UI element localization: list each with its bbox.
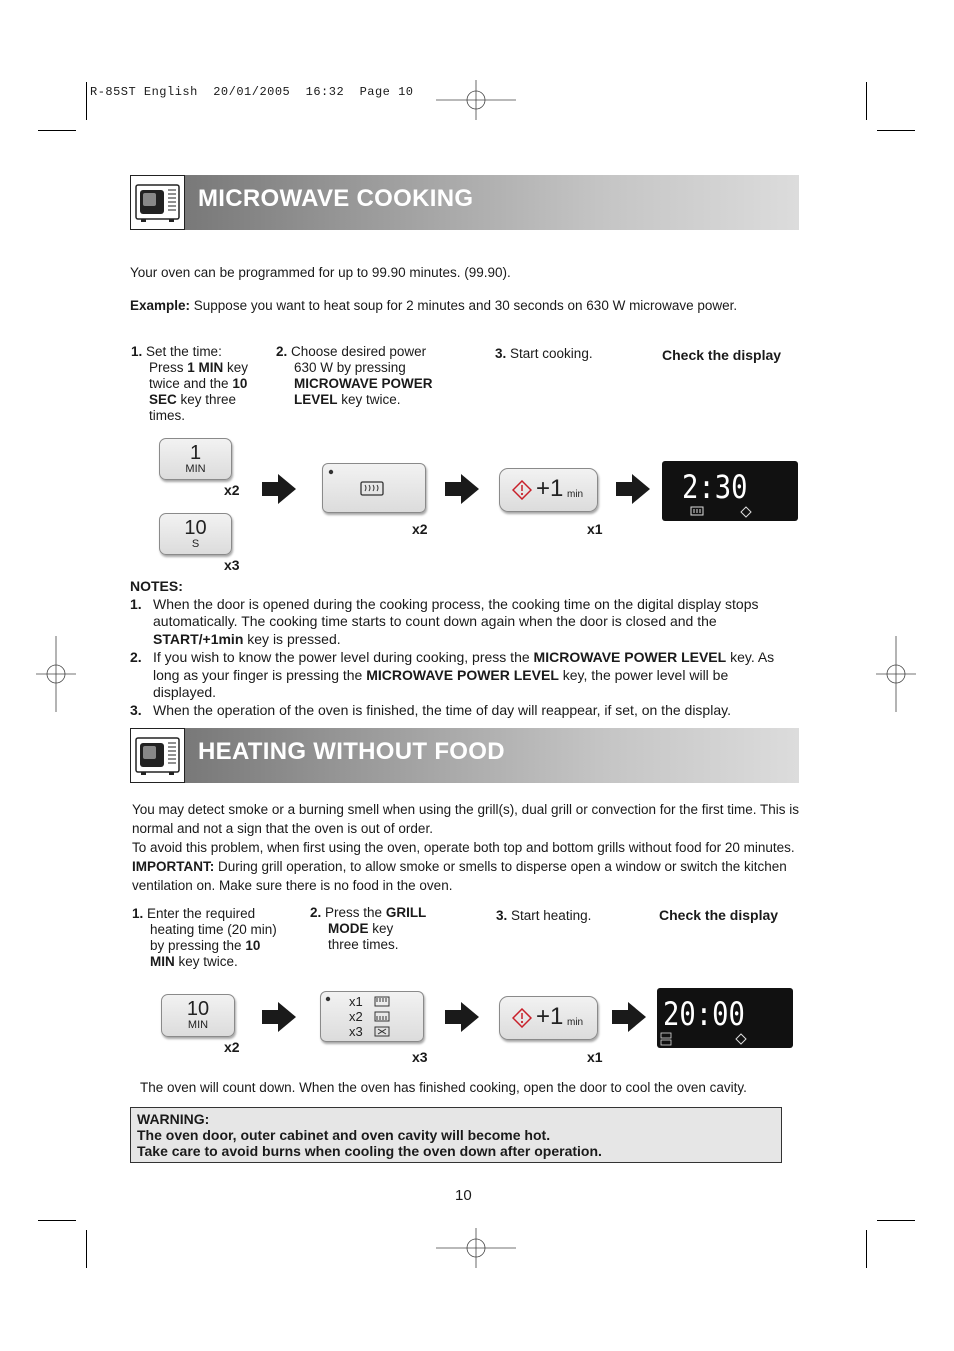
important-label: IMPORTANT: xyxy=(132,859,215,874)
check-display-label: Check the display xyxy=(662,347,782,363)
microwave-mode-icon xyxy=(690,506,704,516)
step-key-name: SEC xyxy=(149,392,177,407)
step-3 xyxy=(495,346,593,362)
step-key-name: 10 xyxy=(232,376,248,391)
grill-option-label: x3 xyxy=(349,1024,363,1039)
crop-mark xyxy=(866,82,867,120)
start-diamond-icon xyxy=(512,1008,532,1028)
key-value: 10 xyxy=(184,517,207,539)
note-number: 2. xyxy=(130,648,142,665)
arrow-right-icon xyxy=(262,1002,296,1032)
step-number: 3. xyxy=(495,346,507,361)
step-key-name: 10 xyxy=(245,938,261,953)
start-diamond-icon xyxy=(512,480,532,500)
step-number: 3. xyxy=(496,908,508,923)
countdown-text: The oven will count down. When the oven has finished cooking, open the door to cool the oven cavity. xyxy=(140,1080,747,1095)
step-text: Start cooking. xyxy=(510,346,593,361)
step-text: Start heating. xyxy=(511,908,592,923)
arrow-right-icon xyxy=(612,1002,646,1032)
step-number: 2. xyxy=(310,905,322,920)
step-number: 1. xyxy=(131,344,143,359)
grill-option-label: x1 xyxy=(349,994,363,1009)
section-banner-microwave-cooking xyxy=(130,175,799,230)
arrow-right-icon xyxy=(445,474,479,504)
step-text: key xyxy=(223,360,249,375)
crop-mark xyxy=(38,130,76,131)
note-number: 1. xyxy=(130,595,142,612)
grill-mode-icon xyxy=(660,1032,672,1046)
grill-mode-key[interactable] xyxy=(320,991,424,1042)
step-text: Set the time: xyxy=(146,344,222,359)
note-key-name: MICROWAVE POWER LEVEL xyxy=(366,666,559,683)
step-text: times. xyxy=(149,408,186,423)
section-title: MICROWAVE COOKING xyxy=(198,185,474,212)
arrow-right-icon xyxy=(445,1002,479,1032)
heat-step-1 xyxy=(132,906,292,970)
arrow-right-icon xyxy=(616,474,650,504)
example-label: Example: xyxy=(130,298,191,313)
bottom-grill-icon xyxy=(374,1011,390,1022)
microwave-power-level-key[interactable] xyxy=(322,463,426,513)
note-3 xyxy=(130,702,790,720)
note-text: When the door is opened during the cooking process, the cooking time on the digital display stops automatically. The cooking time starts to count down again when the door is closed and the xyxy=(153,595,759,630)
section-title: HEATING WITHOUT FOOD xyxy=(198,738,505,765)
crop-mark xyxy=(38,1220,76,1221)
note-1 xyxy=(130,596,790,649)
warning-title: WARNING: xyxy=(137,1111,210,1127)
start-indicator-icon xyxy=(740,506,752,518)
step-key-name: MODE xyxy=(328,921,369,936)
example-text xyxy=(130,296,830,315)
warning-line: Take care to avoid burns when cooling the oven down after operation. xyxy=(137,1143,602,1159)
press-count: x2 xyxy=(224,482,240,498)
crop-mark xyxy=(86,1230,87,1268)
dual-grill-icon xyxy=(374,1026,390,1037)
heat-step-3 xyxy=(496,908,591,924)
print-date: 20/01/2005 xyxy=(213,85,291,99)
step-1 xyxy=(131,344,271,424)
step-key-name: GRILL xyxy=(385,905,427,920)
step-text: heating time (20 min) xyxy=(150,922,277,937)
step-text: twice and the xyxy=(149,376,233,391)
key-value: 10 xyxy=(186,998,210,1020)
step-key-name: LEVEL xyxy=(294,392,338,407)
indicator-dot-icon xyxy=(324,995,332,1003)
step-text: Enter the required xyxy=(147,906,256,921)
start-plus-one-min-key[interactable] xyxy=(499,468,598,512)
min-label: min xyxy=(567,1017,584,1028)
press-count: x3 xyxy=(224,557,240,573)
warning-box xyxy=(130,1107,782,1163)
crop-mark xyxy=(866,1230,867,1268)
grill-option-label: x2 xyxy=(349,1009,363,1024)
important-text: During grill operation, to allow smoke or smells to disperse open a window or switch the kitchen ventilation on. Make sure there is no food in the oven. xyxy=(132,859,787,893)
step-text: Press xyxy=(149,360,188,375)
step-text: Press the xyxy=(325,905,386,920)
ten-sec-key[interactable] xyxy=(159,513,232,555)
step-text: by pressing the xyxy=(150,938,246,953)
arrow-right-icon xyxy=(262,474,296,504)
ten-min-key[interactable] xyxy=(161,994,235,1037)
step-key-name: 1 MIN xyxy=(187,360,224,375)
plus-one-label: +1 xyxy=(536,475,564,502)
step-text: key three xyxy=(176,392,237,407)
step-text: Choose desired power xyxy=(291,344,427,359)
key-unit: MIN xyxy=(185,463,206,475)
display-time: 20:00 xyxy=(663,995,745,1033)
microwave-power-icon xyxy=(323,464,425,512)
display-panel xyxy=(662,461,798,521)
one-min-key[interactable] xyxy=(159,438,232,480)
display-panel xyxy=(657,988,793,1048)
top-grill-icon xyxy=(374,996,390,1007)
note-text: key. As long as your finger is pressing the xyxy=(153,648,775,683)
notes-title: NOTES: xyxy=(130,578,183,594)
print-header xyxy=(90,85,414,99)
step-key-name: MICROWAVE POWER xyxy=(294,376,433,391)
crop-mark xyxy=(877,1220,915,1221)
note-text: If you wish to know the power level during cooking, press the xyxy=(153,648,534,665)
step-key-name: MIN xyxy=(150,954,175,969)
step-text: three times. xyxy=(328,937,399,952)
microwave-icon xyxy=(130,728,185,783)
press-count: x3 xyxy=(412,1049,428,1065)
start-indicator-icon xyxy=(735,1033,747,1045)
note-2 xyxy=(130,649,790,702)
warning-line: The oven door, outer cabinet and oven cavity will become hot. xyxy=(137,1127,551,1143)
print-time: 16:32 xyxy=(305,85,345,99)
doc-code: R-85ST English xyxy=(90,85,198,99)
heating-intro xyxy=(132,800,800,895)
note-text: When the operation of the oven is finished, the time of day will reappear, if set, on the display. xyxy=(153,701,731,718)
notes xyxy=(130,578,790,720)
press-count: x1 xyxy=(587,1049,603,1065)
note-text: key is pressed. xyxy=(243,631,341,648)
registration-mark xyxy=(876,636,916,712)
note-key-name: MICROWAVE POWER LEVEL xyxy=(533,648,727,665)
paragraph: You may detect smoke or a burning smell when using the grill(s), dual grill or convection for the first time. This is normal and not a sign that the oven is out of order. xyxy=(132,802,800,836)
crop-mark xyxy=(877,130,915,131)
step-text: 630 W by pressing xyxy=(294,360,406,375)
heat-step-2 xyxy=(310,905,460,953)
note-number: 3. xyxy=(130,701,142,718)
press-count: x1 xyxy=(587,521,603,537)
page-number: 10 xyxy=(455,1187,472,1204)
section-banner-heating-without-food xyxy=(130,728,799,783)
microwave-icon xyxy=(130,175,185,230)
example-body: Suppose you want to heat soup for 2 minutes and 30 seconds on 630 W microwave power. xyxy=(190,298,738,313)
press-count: x2 xyxy=(224,1039,240,1055)
registration-mark xyxy=(436,1228,516,1268)
start-plus-one-min-key[interactable] xyxy=(499,996,598,1040)
step-text: key twice. xyxy=(337,392,401,407)
plus-one-label: +1 xyxy=(536,1003,564,1030)
note-text: key, the power level will be displayed. xyxy=(153,666,729,701)
step-text: key xyxy=(368,921,394,936)
registration-mark xyxy=(36,636,76,712)
important-paragraph xyxy=(132,857,800,895)
paragraph: To avoid this problem, when first using the oven, operate both top and bottom grills without food for 20 minutes. xyxy=(132,840,795,855)
min-label: min xyxy=(567,489,584,500)
note-key-name: START/+1min xyxy=(153,631,244,648)
print-page: Page 10 xyxy=(359,85,414,99)
press-count: x2 xyxy=(412,521,428,537)
step-2 xyxy=(276,344,476,408)
key-unit: S xyxy=(191,538,200,550)
intro-text: Your oven can be programmed for up to 99.90 minutes. (99.90). xyxy=(130,265,511,280)
key-value: 1 xyxy=(189,442,202,464)
step-number: 2. xyxy=(276,344,288,359)
registration-mark xyxy=(436,80,516,120)
step-text: key twice. xyxy=(174,954,238,969)
step-number: 1. xyxy=(132,906,144,921)
key-unit: MIN xyxy=(187,1019,209,1031)
display-time: 2:30 xyxy=(682,468,748,506)
check-display-label: Check the display xyxy=(659,907,779,923)
crop-mark xyxy=(86,82,87,120)
